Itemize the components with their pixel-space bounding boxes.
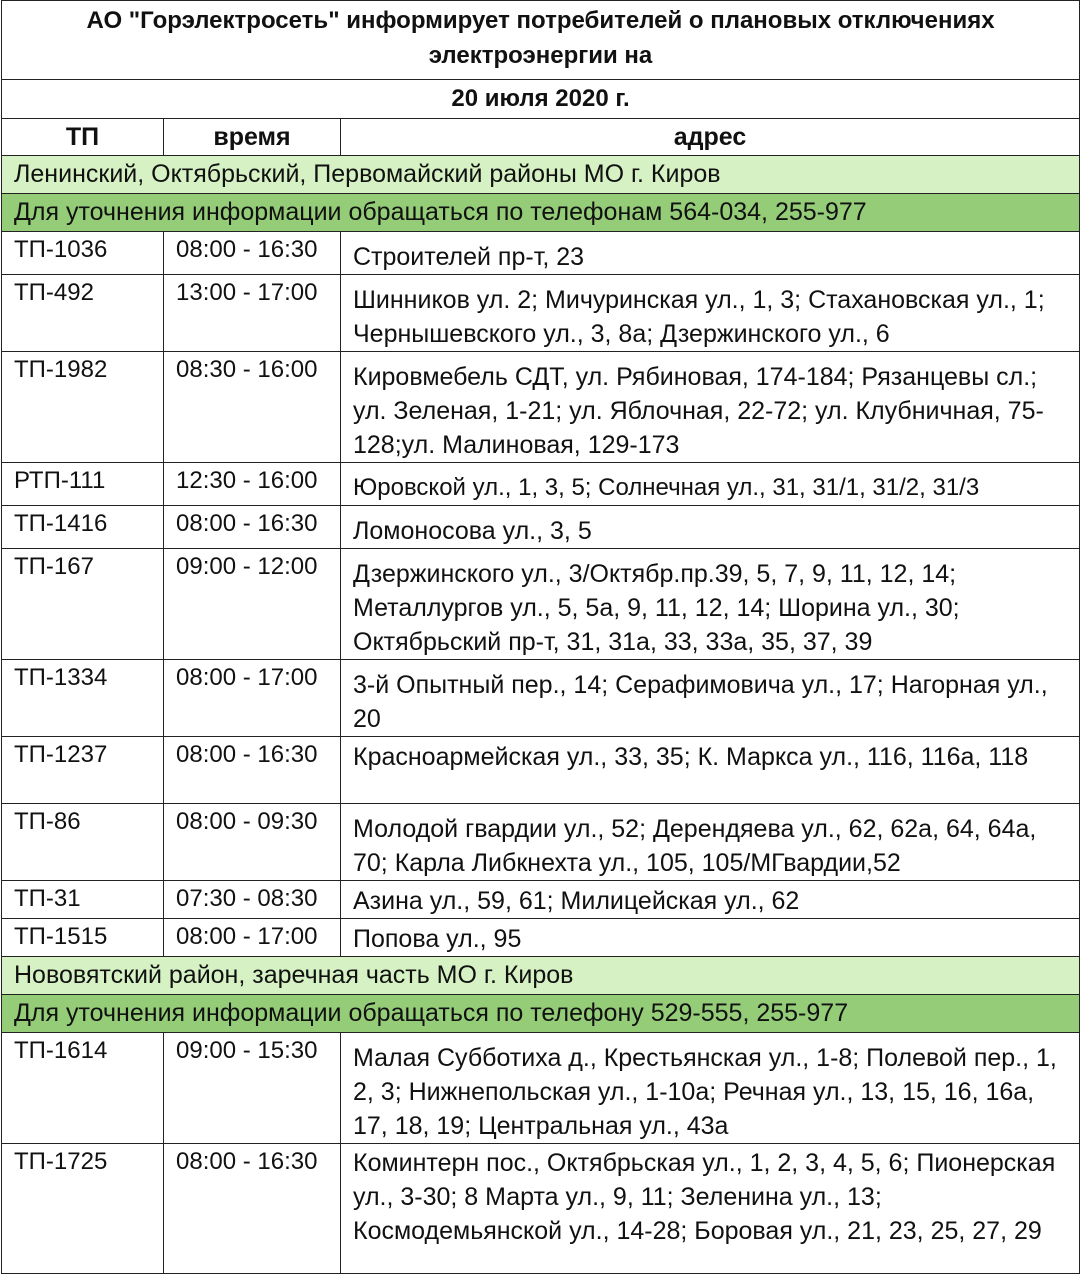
document-title: АО "Горэлектросеть" информирует потребителей о плановых отключениях электроэнергии на: [2, 1, 1080, 80]
time-cell: 08:00 - 17:00: [164, 919, 341, 957]
tp-cell: ТП-86: [2, 804, 164, 881]
address-cell: Шинников ул. 2; Мичуринская ул., 1, 3; Стахановская ул., 1; Чернышевского ул., 3, 8а; Дзержинского ул., 6: [341, 275, 1080, 352]
time-cell: 08:00 - 16:30: [164, 232, 341, 275]
table-row: [2, 1033, 1080, 1144]
tp-cell: ТП-1416: [2, 506, 164, 549]
column-header-address: адрес: [341, 119, 1080, 156]
address-cell: Малая Субботиха д., Крестьянская ул., 1-8; Полевой пер., 1, 2, 3; Нижнепольская ул., 1-10а; Речная ул., 13, 15, 16, 16а, 17, 18, 19; Центральная ул., 43а: [341, 1033, 1080, 1144]
address-cell: Коминтерн пос., Октябрьская ул., 1, 2, 3, 4, 5, 6; Пионерская ул., 3-30; 8 Марта ул., 9, 11; Зеленина ул., 13; Космодемьянской ул., 14-28; Боровая ул., 21, 23, 25, 27, 29: [341, 1144, 1080, 1274]
contact-label: Для уточнения информации обращаться по телефону 529-555, 255-977: [2, 995, 1080, 1033]
column-header-tp: ТП: [2, 119, 164, 156]
contact-row: [2, 995, 1080, 1033]
time-cell: 07:30 - 08:30: [164, 881, 341, 919]
column-header-time: время: [164, 119, 341, 156]
district-row: [2, 957, 1080, 995]
time-cell: 09:00 - 12:00: [164, 549, 341, 660]
table-row: [2, 881, 1080, 919]
address-cell: 3-й Опытный пер., 14; Серафимовича ул., 17; Нагорная ул., 20: [341, 660, 1080, 737]
time-cell: 08:00 - 16:30: [164, 506, 341, 549]
time-cell: 13:00 - 17:00: [164, 275, 341, 352]
district-label: Нововятский район, заречная часть МО г. Киров: [2, 957, 1080, 995]
time-cell: 08:00 - 09:30: [164, 804, 341, 881]
table-row: [2, 919, 1080, 957]
tp-cell: ТП-492: [2, 275, 164, 352]
time-cell: 08:30 - 16:00: [164, 352, 341, 463]
address-cell: Попова ул., 95: [341, 919, 1080, 957]
address-cell: Строителей пр-т, 23: [341, 232, 1080, 275]
address-cell: Ломоносова ул., 3, 5: [341, 506, 1080, 549]
time-cell: 08:00 - 16:30: [164, 1144, 341, 1274]
table-row: [2, 232, 1080, 275]
tp-cell: ТП-167: [2, 549, 164, 660]
time-cell: 12:30 - 16:00: [164, 463, 341, 506]
address-cell: Юровской ул., 1, 3, 5; Солнечная ул., 31, 31/1, 31/2, 31/3: [341, 463, 1080, 506]
tp-cell: ТП-31: [2, 881, 164, 919]
tp-cell: РТП-111: [2, 463, 164, 506]
table-row: [2, 506, 1080, 549]
title-row: [2, 1, 1080, 80]
table-row: [2, 737, 1080, 804]
time-cell: 08:00 - 17:00: [164, 660, 341, 737]
address-cell: Дзержинского ул., 3/Октябр.пр.39, 5, 7, 9, 11, 12, 14; Металлургов ул., 5, 5а, 9, 11, 12, 14; Шорина ул., 30; Октябрьский пр-т, 31, 31а, 33, 33а, 35, 37, 39: [341, 549, 1080, 660]
column-header-row: [2, 119, 1080, 156]
time-cell: 09:00 - 15:30: [164, 1033, 341, 1144]
address-cell: Молодой гвардии ул., 52; Дерендяева ул., 62, 62а, 64, 64а, 70; Карла Либкнехта ул., 105, 105/МГвардии,52: [341, 804, 1080, 881]
address-cell: Красноармейская ул., 33, 35; К. Маркса ул., 116, 116а, 118: [341, 737, 1080, 804]
outage-table: [1, 0, 1080, 1274]
address-cell: Азина ул., 59, 61; Милицейская ул., 62: [341, 881, 1080, 919]
table-row: [2, 1144, 1080, 1274]
outage-date: 20 июля 2020 г.: [2, 80, 1080, 119]
table-row: [2, 549, 1080, 660]
tp-cell: ТП-1334: [2, 660, 164, 737]
tp-cell: ТП-1982: [2, 352, 164, 463]
tp-cell: ТП-1515: [2, 919, 164, 957]
tp-cell: ТП-1237: [2, 737, 164, 804]
contact-label: Для уточнения информации обращаться по телефонам 564-034, 255-977: [2, 194, 1080, 232]
table-row: [2, 660, 1080, 737]
table-row: [2, 463, 1080, 506]
address-cell: Кировмебель СДТ, ул. Рябиновая, 174-184; Рязанцевы сл.; ул. Зеленая, 1-21; ул. Яблочная, 22-72; ул. Клубничная, 75-128;ул. Малиновая, 129-173: [341, 352, 1080, 463]
date-row: [2, 80, 1080, 119]
tp-cell: ТП-1614: [2, 1033, 164, 1144]
table-row: [2, 352, 1080, 463]
district-row: [2, 156, 1080, 194]
tp-cell: ТП-1725: [2, 1144, 164, 1274]
district-label: Ленинский, Октябрьский, Первомайский районы МО г. Киров: [2, 156, 1080, 194]
tp-cell: ТП-1036: [2, 232, 164, 275]
contact-row: [2, 194, 1080, 232]
time-cell: 08:00 - 16:30: [164, 737, 341, 804]
table-row: [2, 804, 1080, 881]
table-row: [2, 275, 1080, 352]
